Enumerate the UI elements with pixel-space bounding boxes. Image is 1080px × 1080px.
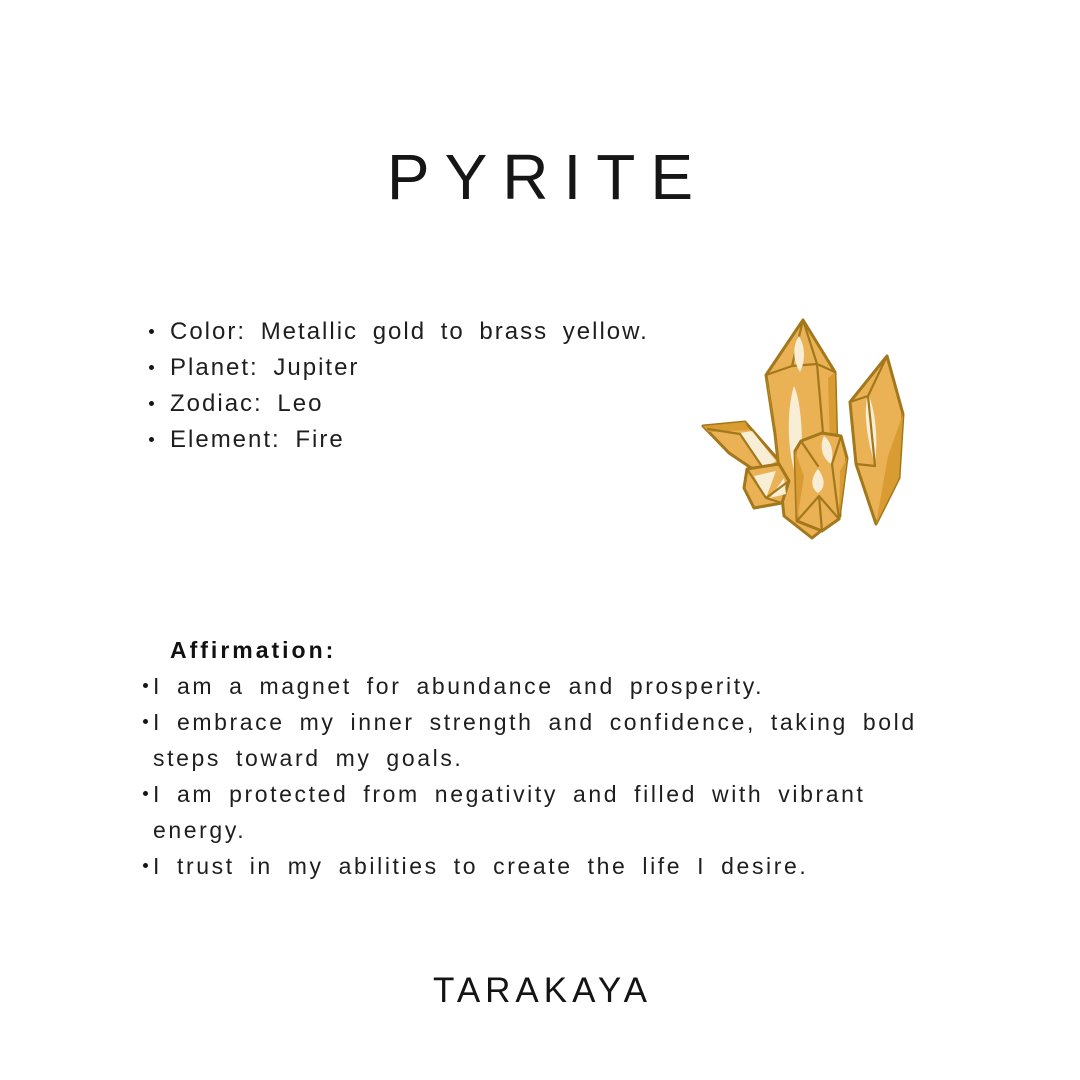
bullet-dot [143,791,148,796]
affirmation-text: I embrace my inner strength and confidence, taking bold steps toward my goals. [153,709,917,771]
bullet-dot [143,863,148,868]
property-item [149,422,649,458]
property-text: Color: Metallic gold to brass yellow. [170,318,649,345]
affirmation-text: I am a magnet for abundance and prosperity. [153,673,765,699]
brand-name: TARAKAYA [433,971,652,1010]
affirmation-item [143,848,935,884]
crystal-cluster-graphic [692,306,920,544]
bullet-dot [149,401,154,406]
pyrite-crystal-illustration [692,306,920,544]
property-text: Planet: Jupiter [170,354,360,381]
properties-list [149,314,649,458]
affirmation-text: I am protected from negativity and filled with vibrant energy. [153,781,866,843]
bullet-dot [143,683,148,688]
property-text: Zodiac: Leo [170,390,324,417]
bullet-dot [149,437,154,442]
property-item [149,386,649,422]
property-item [149,350,649,386]
page-title: PYRITE [386,141,709,213]
crystal-chunk [744,464,789,508]
property-item [149,314,649,350]
affirmation-list [143,668,935,884]
property-text: Element: Fire [170,426,345,453]
affirmation-heading: Affirmation: [170,637,337,663]
bullet-dot [149,329,154,334]
bullet-dot [143,719,148,724]
bullet-dot [149,365,154,370]
affirmation-item [143,668,935,704]
affirmation-item [143,704,935,776]
affirmation-item [143,776,935,848]
crystal-front [795,433,847,531]
affirmation-text: I trust in my abilities to create the life I desire. [153,853,809,879]
crystal-right [850,356,903,524]
